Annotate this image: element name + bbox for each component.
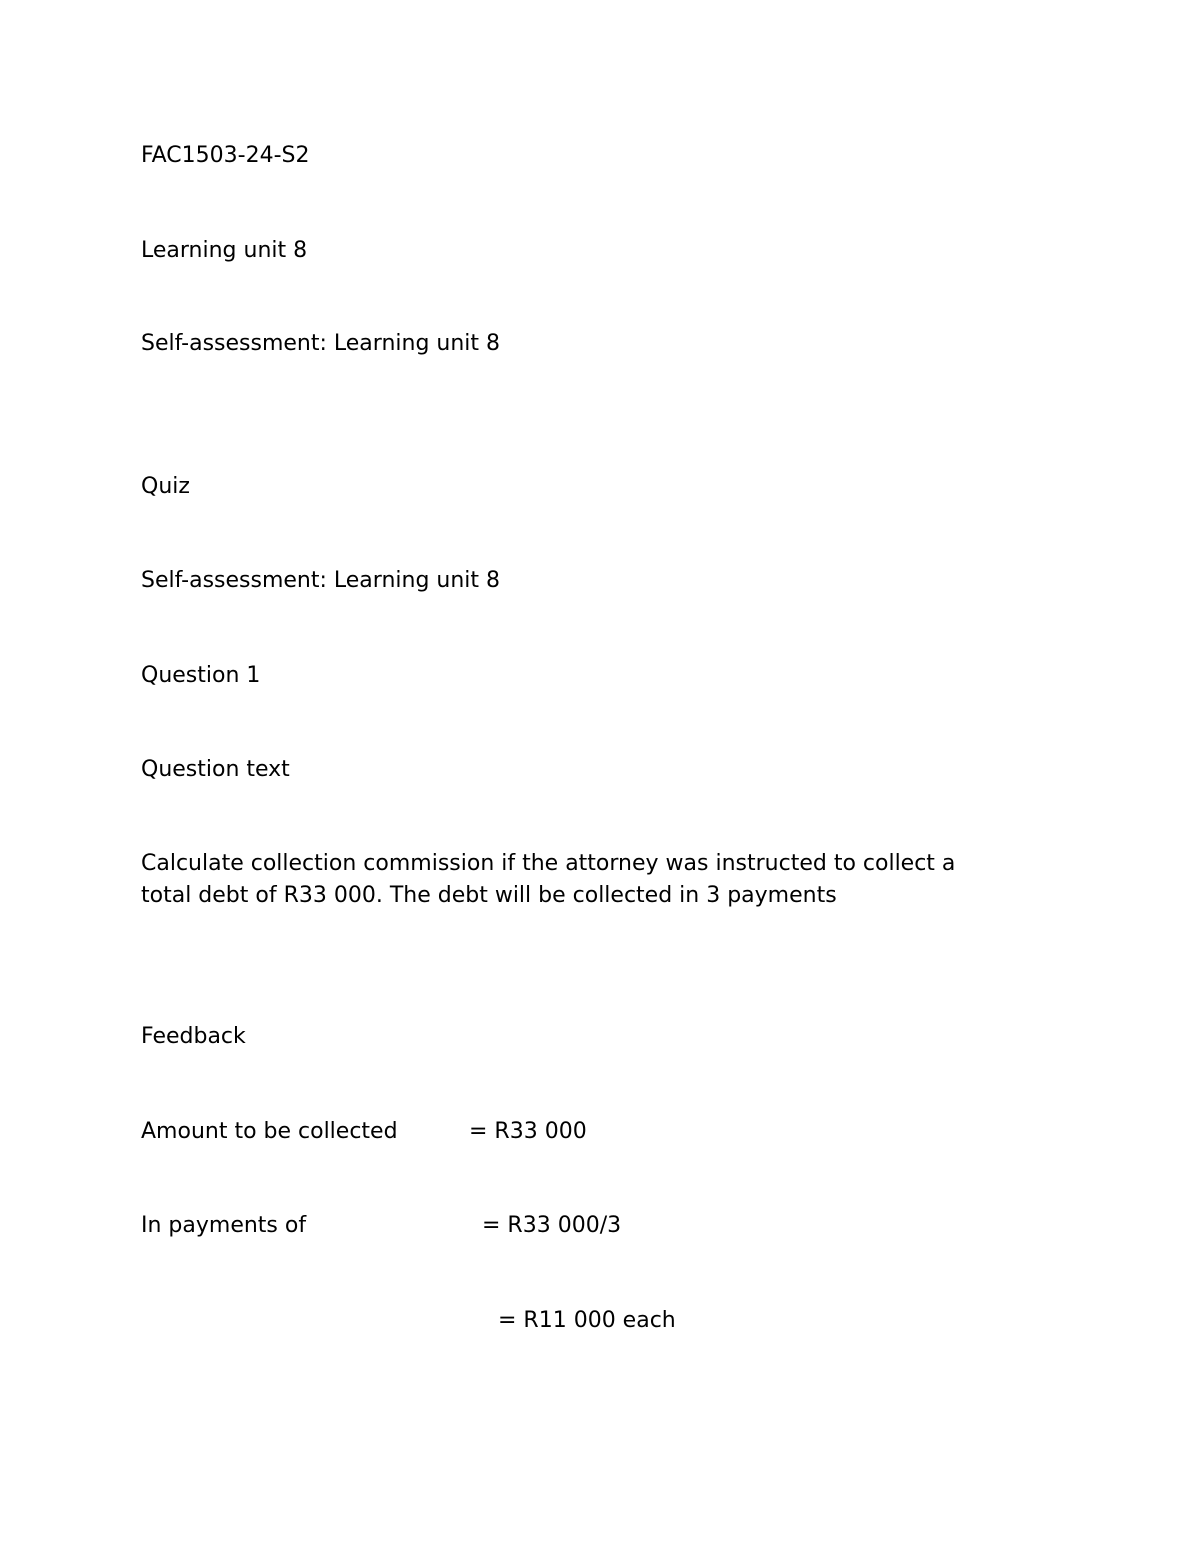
unit-title: Learning unit 8 bbox=[141, 238, 308, 263]
quiz-label: Quiz bbox=[141, 474, 190, 499]
feedback-label: Feedback bbox=[141, 1024, 246, 1049]
each-payment-value: = R11 000 each bbox=[498, 1308, 676, 1333]
self-assessment-title: Self-assessment: Learning unit 8 bbox=[141, 331, 501, 356]
payments-value: = R33 000/3 bbox=[482, 1213, 622, 1238]
payments-label: In payments of bbox=[141, 1213, 307, 1238]
question-text-line-2: total debt of R33 000. The debt will be collected in 3 payments bbox=[141, 883, 837, 908]
amount-label: Amount to be collected bbox=[141, 1119, 398, 1144]
quiz-title: Self-assessment: Learning unit 8 bbox=[141, 568, 501, 593]
question-text-line-1: Calculate collection commission if the attorney was instructed to collect a bbox=[141, 851, 956, 876]
amount-value: = R33 000 bbox=[469, 1119, 587, 1144]
question-text-label: Question text bbox=[141, 757, 290, 782]
course-code: FAC1503-24-S2 bbox=[141, 143, 310, 168]
question-number: Question 1 bbox=[141, 663, 261, 688]
